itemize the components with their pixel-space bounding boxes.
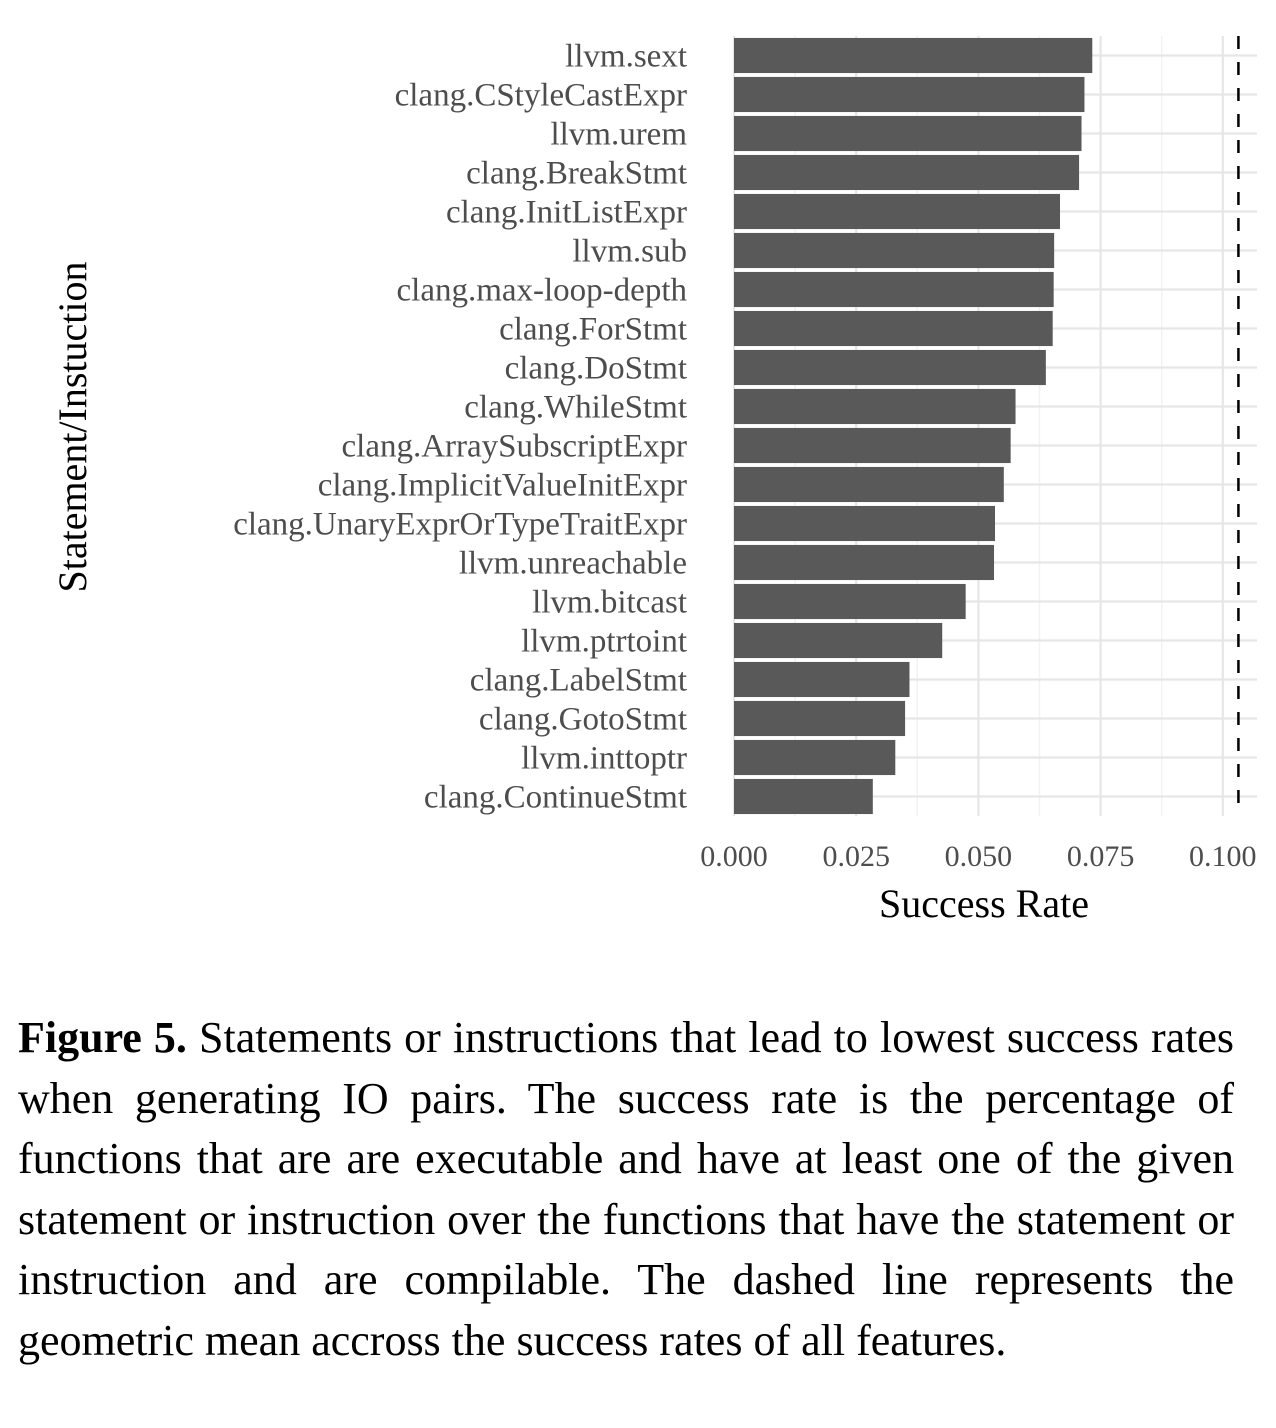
category-labels — [233, 39, 687, 816]
category-label: clang.ForStmt — [499, 311, 687, 348]
category-label: clang.InitListExpr — [445, 194, 687, 231]
category-label: clang.BreakStmt — [466, 155, 687, 192]
bar — [734, 701, 905, 736]
category-label: clang.LabelStmt — [469, 662, 687, 699]
bar — [734, 155, 1079, 190]
category-label: clang.CStyleCastExpr — [394, 77, 687, 114]
category-label: clang.max-loop-depth — [396, 272, 687, 309]
bar — [734, 77, 1084, 112]
category-label: llvm.unreachable — [458, 545, 687, 582]
bar — [734, 311, 1053, 346]
category-label: llvm.sub — [572, 233, 687, 270]
bar — [734, 740, 895, 775]
category-label: llvm.urem — [550, 116, 687, 153]
bar — [734, 623, 942, 658]
caption-text: Statements or instructions that lead to lowest success rates when generating IO pairs. The success rate is the percentage of functions that are are executable and have at least one of the given statement or instruction over the functions that have the statement or instruction and are compilable. The dashed line represents the geometric mean accross the success rates of all features. — [18, 1013, 1235, 1365]
bar — [734, 662, 909, 697]
bar — [734, 38, 1092, 73]
caption-label: Figure 5. — [18, 1013, 187, 1062]
x-tick-label: 0.100 — [1189, 840, 1257, 873]
category-label: llvm.sext — [565, 38, 687, 75]
category-label: clang.ArraySubscriptExpr — [341, 428, 687, 465]
category-label: clang.UnaryExprOrTypeTraitExpr — [233, 506, 687, 543]
category-label: clang.DoStmt — [504, 350, 687, 387]
x-tick-label: 0.025 — [822, 840, 890, 873]
x-axis-title: Success Rate — [879, 881, 1089, 926]
bar — [734, 116, 1082, 151]
bar — [734, 584, 966, 619]
figure-caption — [18, 1008, 1234, 1371]
category-label: llvm.bitcast — [532, 584, 687, 621]
bar — [734, 233, 1054, 268]
x-tick-label: 0.000 — [700, 840, 768, 873]
bar — [734, 467, 1004, 502]
bar — [734, 506, 995, 541]
category-label: llvm.inttoptr — [521, 740, 687, 777]
bar — [734, 428, 1011, 463]
category-label: clang.ImplicitValueInitExpr — [317, 467, 687, 504]
bar — [734, 350, 1046, 385]
bars — [734, 38, 1092, 814]
category-label: llvm.ptrtoint — [521, 623, 687, 660]
bar — [734, 779, 873, 814]
category-label: clang.WhileStmt — [464, 389, 687, 426]
x-tick-label: 0.050 — [944, 840, 1013, 873]
x-tick-labels — [700, 840, 1256, 873]
category-label: clang.GotoStmt — [478, 701, 687, 738]
bar — [734, 389, 1016, 424]
bar — [734, 272, 1054, 307]
category-label: clang.ContinueStmt — [423, 779, 687, 816]
grid — [734, 36, 1257, 816]
bar — [734, 194, 1060, 229]
y-axis-title: Statement/Instuction — [50, 261, 95, 593]
bar — [734, 545, 994, 580]
x-tick-label: 0.075 — [1066, 840, 1135, 873]
